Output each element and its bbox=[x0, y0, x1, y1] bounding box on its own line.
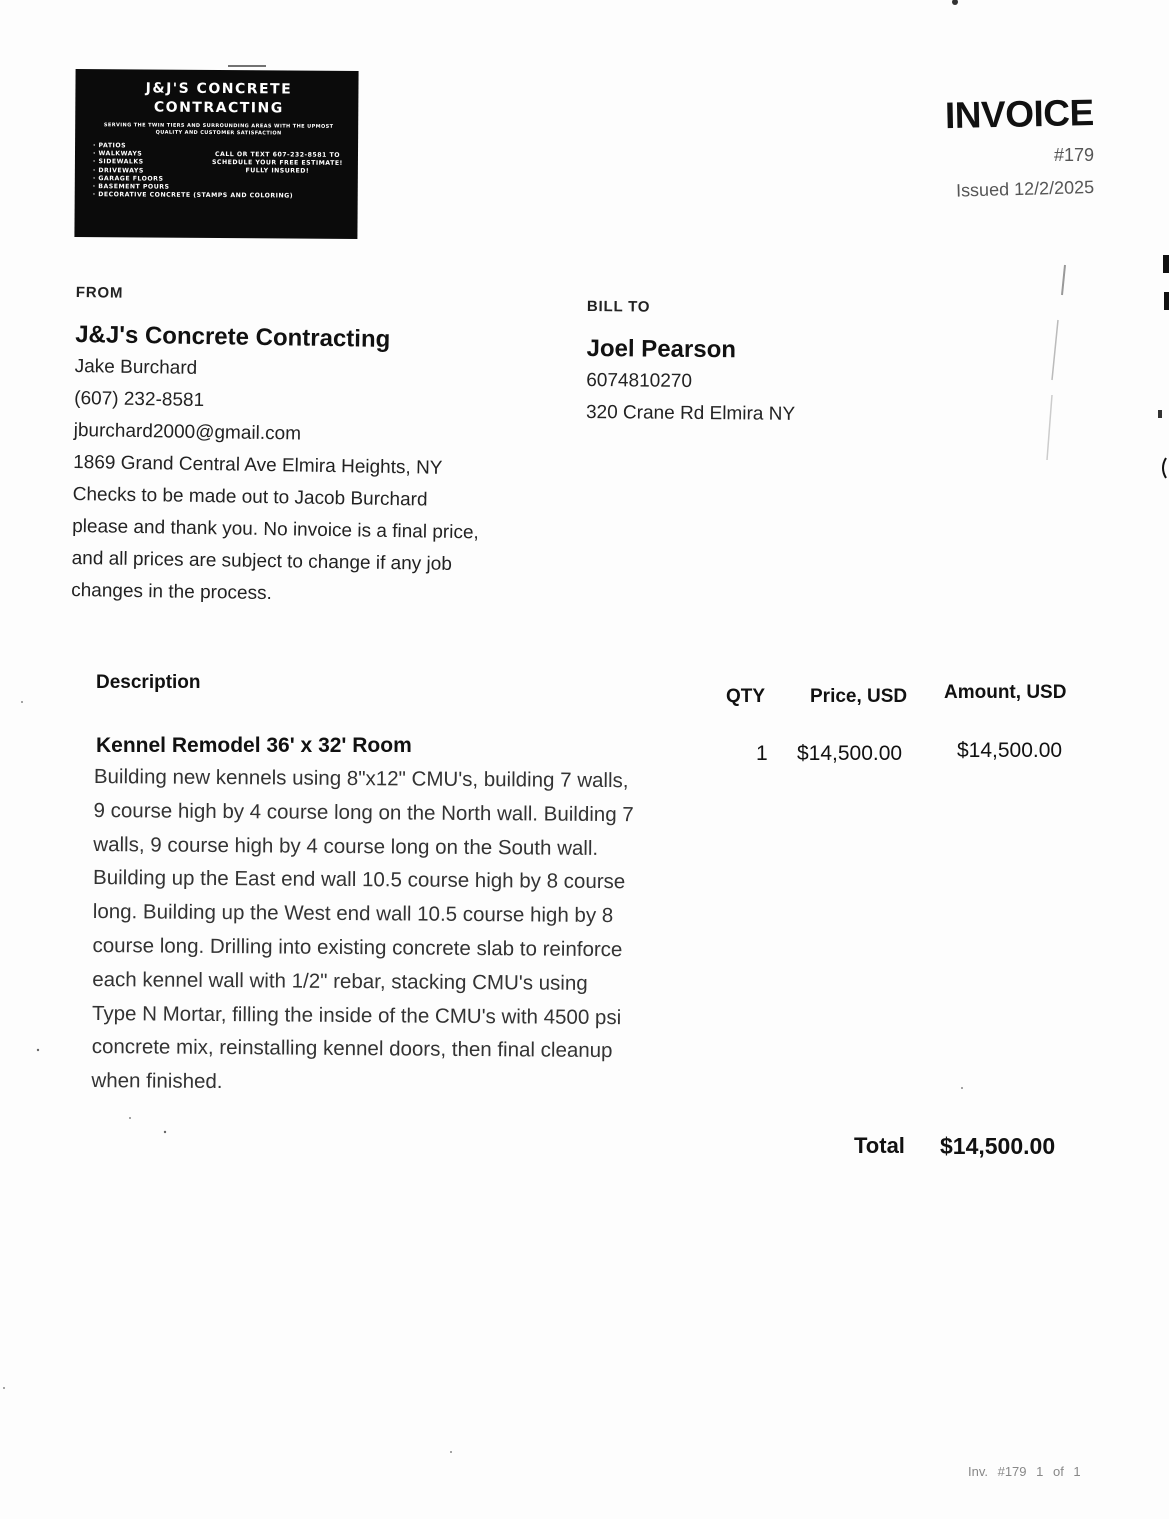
scan-speck bbox=[21, 701, 23, 703]
logo-service: · DECORATIVE CONCRETE (STAMPS AND COLORING) bbox=[93, 191, 344, 201]
from-company-name: J&J's Concrete Contracting bbox=[74, 320, 391, 353]
scan-edge-mark bbox=[1158, 410, 1162, 418]
scan-speck bbox=[961, 1087, 963, 1089]
bill-to-phone: 6074810270 bbox=[586, 369, 693, 392]
item-description-line: Type N Mortar, filling the inside of the CMU's with 4500 psi bbox=[91, 1001, 622, 1029]
total-label: Total bbox=[854, 1133, 905, 1158]
item-description-line: when finished. bbox=[91, 1069, 223, 1094]
from-note: and all prices are subject to change if any job bbox=[71, 547, 453, 575]
item-description-line: Building new kennels using 8"x12" CMU's, building 7 walls, bbox=[93, 764, 629, 793]
logo-service: · SIDEWALKS bbox=[93, 159, 211, 168]
logo-service: · DRIVEWAYS bbox=[93, 167, 211, 176]
page-footer: Inv. #179 1 of 1 bbox=[968, 1464, 1081, 1479]
scan-edge-mark bbox=[1164, 292, 1169, 310]
item-description-line: Building up the East end wall 10.5 course high by 8 course bbox=[92, 866, 626, 894]
logo-title-line1: J&J'S CONCRETE bbox=[145, 80, 293, 98]
item-description-line: long. Building up the West end wall 10.5 course high by 8 bbox=[92, 900, 614, 928]
logo-service: · BASEMENT POURS bbox=[93, 183, 211, 192]
column-header-amount: Amount, USD bbox=[944, 682, 1067, 703]
scan-speck bbox=[37, 1049, 39, 1051]
from-label: FROM bbox=[75, 284, 124, 302]
from-note: changes in the process. bbox=[71, 579, 273, 605]
item-description-line: walls, 9 course high by 4 course long on the South wall. bbox=[93, 832, 599, 860]
total-value: $14,500.00 bbox=[940, 1133, 1056, 1159]
item-description-line: each kennel wall with 1/2" rebar, stacking CMU's using bbox=[92, 967, 588, 995]
invoice-issued-date: Issued 12/2/2025 bbox=[955, 177, 1095, 201]
item-qty: 1 bbox=[756, 742, 768, 765]
scan-streak bbox=[1062, 265, 1065, 295]
scan-edge-mark bbox=[1163, 458, 1166, 478]
column-header-qty: QTY bbox=[726, 686, 766, 707]
scan-speck bbox=[952, 0, 958, 5]
column-header-price: Price, USD bbox=[810, 686, 908, 707]
logo-service: · PATIOS bbox=[93, 142, 211, 151]
scan-speck bbox=[3, 1387, 5, 1389]
bill-to-address: 320 Crane Rd Elmira NY bbox=[585, 401, 796, 425]
item-amount: $14,500.00 bbox=[957, 739, 1063, 762]
logo-tagline: SERVING THE TWIN TIERS AND SURROUNDING AREAS WITH THE UPMOST QUALITY AND CUSTOMER SATISFACTION bbox=[103, 122, 334, 137]
item-price: $14,500.00 bbox=[797, 742, 903, 765]
logo-call-text: CALL OR TEXT 607-232-8581 TO SCHEDULE YOUR FREE ESTIMATE! FULLY INSURED! bbox=[211, 150, 343, 176]
scan-edge-mark bbox=[1163, 255, 1169, 273]
item-description-line: concrete mix, reinstalling kennel doors, then final cleanup bbox=[91, 1035, 613, 1063]
item-description-line: 9 course high by 4 course long on the North wall. Building 7 bbox=[93, 798, 634, 827]
from-email: jburchard2000@gmail.com bbox=[73, 419, 302, 445]
from-address: 1869 Grand Central Ave Elmira Heights, NY bbox=[73, 451, 443, 479]
logo-title-line2: CONTRACTING bbox=[153, 99, 284, 117]
invoice-title: INVOICE bbox=[944, 92, 1095, 137]
scan-speck bbox=[129, 1117, 131, 1119]
from-line: Jake Burchard bbox=[74, 355, 198, 379]
item-description-line: course long. Drilling into existing concrete slab to reinforce bbox=[92, 933, 623, 962]
invoice-number: #179 bbox=[1053, 145, 1094, 165]
from-phone: (607) 232-8581 bbox=[74, 387, 205, 412]
scan-streak bbox=[1047, 395, 1052, 460]
item-name: Kennel Remodel 36' x 32' Room bbox=[96, 734, 412, 757]
scan-streak bbox=[1052, 320, 1058, 380]
column-header-description: Description bbox=[96, 672, 201, 693]
bill-to-name: Joel Pearson bbox=[586, 334, 737, 364]
logo-service: · GARAGE FLOORS bbox=[93, 175, 211, 184]
logo-service: · WALKWAYS bbox=[93, 150, 211, 159]
scan-speck bbox=[450, 1451, 452, 1453]
from-note: please and thank you. No invoice is a final price, bbox=[72, 515, 479, 544]
scan-speck bbox=[164, 1131, 166, 1133]
bill-to-label: BILL TO bbox=[586, 298, 651, 316]
from-note: Checks to be made out to Jacob Burchard bbox=[72, 483, 428, 511]
